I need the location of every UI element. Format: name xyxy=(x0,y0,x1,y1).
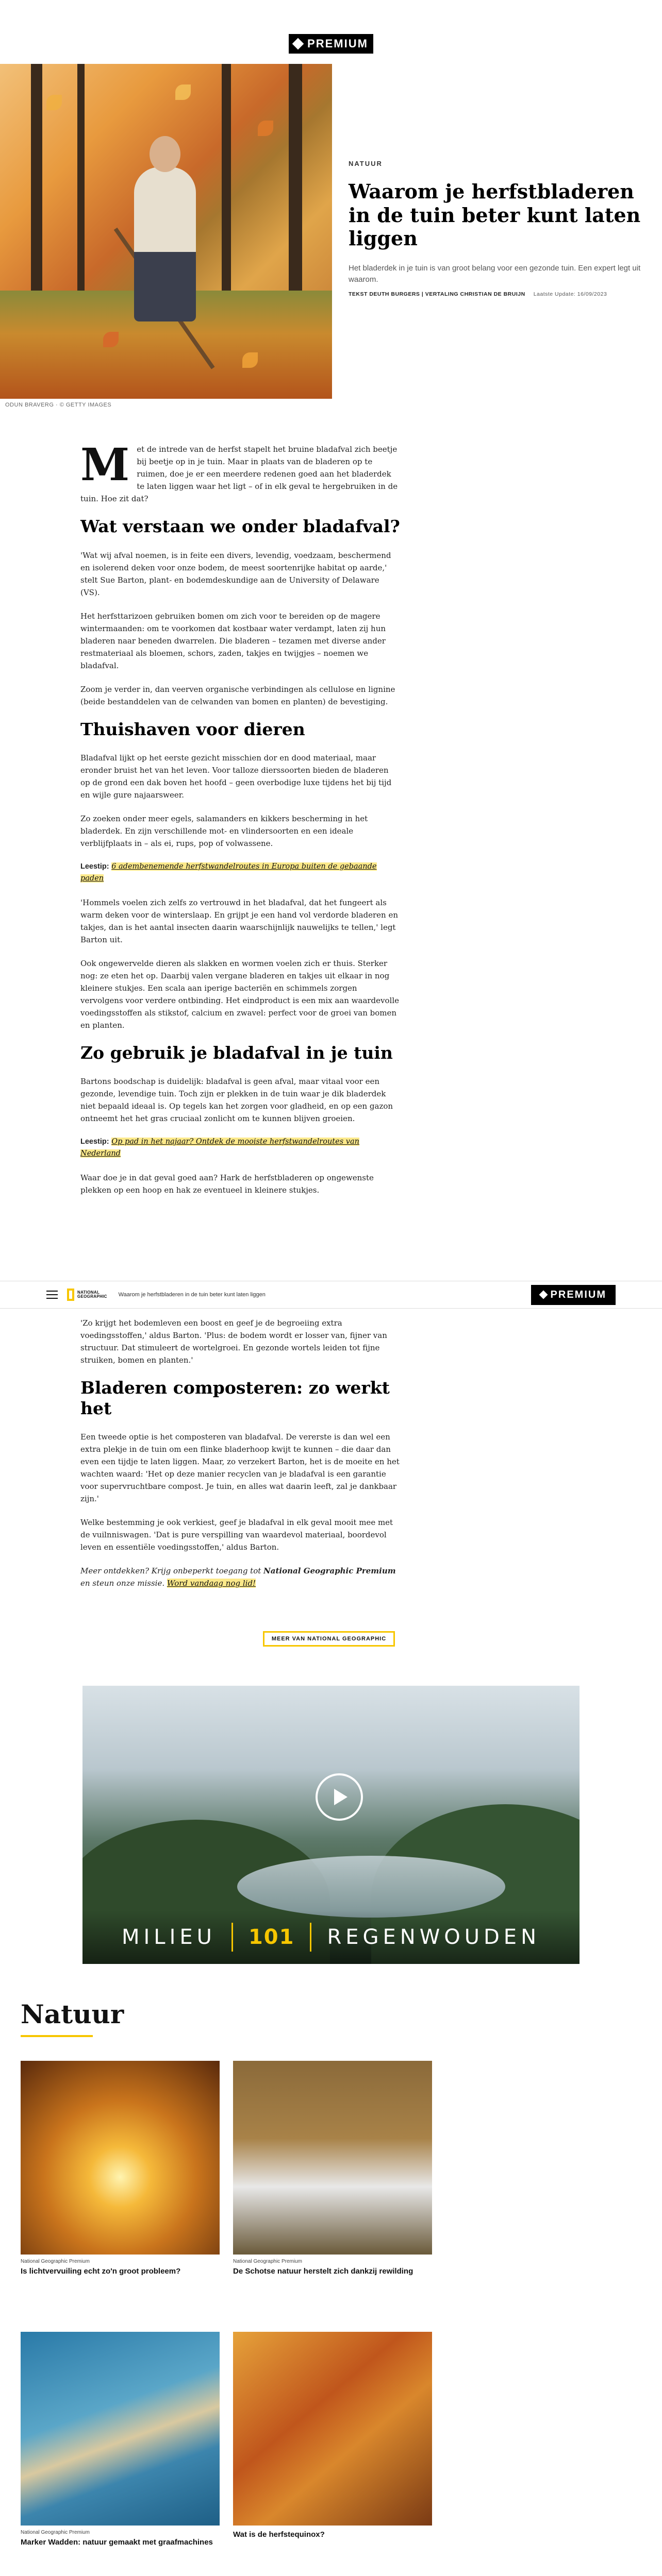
paragraph: Het herfsttarizoen gebruiken bomen om zich voor te bereiden op de magere wintermaanden: om te voorkomen dat kostbaar water verdampt, laten zij hun bladeren naar beneden dwarrelen. Die bladeren – tezamen met diverse ander restmateriaal als bloemen, schors, zaden, takjes en twijgjes – noemen we bladafval. xyxy=(80,611,386,670)
section-heading: Bladeren composteren: zo werkt het xyxy=(80,1378,390,1418)
menu-icon[interactable] xyxy=(46,1291,58,1299)
paragraph: Bartons boodschap is duidelijk: bladafval is geen afval, maar vitaal voor een gezonde, levendige tuin. Toch zijn er plekken in de tuin waar je dik bladerdek niet bepaald ideaal is. Op tegels kan het zorgen voor gladheid, en op een gazon ontneemt het het gras cruciaal zonlicht om te kunnen blijven groeien. xyxy=(80,1077,393,1124)
card-image xyxy=(233,2332,432,2526)
article-card[interactable]: Wat is de herfstequinox? xyxy=(233,2332,432,2540)
premium-button[interactable]: PREMIUM xyxy=(531,1285,616,1305)
paragraph: 'Hommels voelen zich zelfs zo vertrouwd in het bladafval, dat het fungeert als warm deken voor de winterslaap. En grijpt je een hand vol verdorde bladeren en takjes, dan is het aantal insecten daarin waarschijnlijk nauwelijks te tellen,' legt Barton uit. xyxy=(80,897,399,944)
intro-paragraph: Met de intrede van de herfst stapelt het bruine bladafval zich beetje bij beetje op in je tuin. Maar in plaats van de bladeren op te ruimen, doe je er een meerdere redenen goed aan het bladerdek te laten liggen waar het ligt – of in elk geval te hergebruiken in de tuin. Hoe zit dat? xyxy=(80,439,398,503)
article-body-bottom xyxy=(80,1317,400,1601)
card-image xyxy=(21,2332,220,2526)
logo-frame-icon xyxy=(67,1289,74,1301)
paragraph: Welke bestemming je ook verkiest, geef je bladafval in elk geval mooit mee met de vuilnniswagen. 'Dat is pure verspilling van waardevol materiaal, boordevol leven en essentiële voedingsstoffen,' aldus Barton. xyxy=(80,1518,393,1552)
section-title: Natuur xyxy=(21,1999,124,2029)
membership-paragraph: Meer ontdekken? Krijg onbeperkt toegang tot National Geographic Premium en steun onze missie. Word vandaag nog lid! xyxy=(80,1566,396,1588)
section-heading: Thuishaven voor dieren xyxy=(80,719,305,739)
premium-badge xyxy=(289,34,373,54)
paragraph: Ook ongewervelde dieren als slakken en wormen voelen zich er thuis. Sterker nog: ze eten het op. Daarbij valen vergane bladeren en takjes uit elkaar in nog kleinere stukjes. Een scala aan iperige bacteriën en schimmels zorgen vervolgens voor verdere ontbinding. Het eindproduct is een mix aan waardevolle voedingsstoffen als stikstof, calcium en zwavel: perfect voor de groei van bomen en planten. xyxy=(80,958,400,1030)
dropcap: M xyxy=(80,439,130,491)
read-tip: Leestip: Op pad in het najaar? Ontdek de mooiste herfstwandelroutes van Nederland xyxy=(80,1138,359,1158)
card-image xyxy=(233,2061,432,2255)
update-date: Laatste Update: 16/09/2023 xyxy=(533,291,607,298)
paragraph: Waar doe je in dat geval goed aan? Hark de herfstbladeren op ongewenste plekken op een hoop en hak ze eventueel in kleinere stukjes. xyxy=(80,1173,374,1195)
video-caption: MILIEU 101 REGENWOUDEN xyxy=(82,1910,580,1964)
card-image xyxy=(21,2061,220,2255)
natgeo-logo[interactable]: NATIONAL GEOGRAPHIC xyxy=(67,1289,107,1301)
paragraph: Zoom je verder in, dan veerven organische verbindingen als cellulose en lignine (beide bestanddelen van de celwanden van bomen en planten) de bevestiging. xyxy=(80,684,395,706)
read-tip-link[interactable]: 6 adembenemende herfstwandelroutes in Europa buiten de gebaande paden xyxy=(80,862,377,883)
more-natgeo-button[interactable]: MEER VAN NATIONAL GEOGRAPHIC xyxy=(263,1631,395,1647)
premium-badge-label: PREMIUM xyxy=(307,37,368,50)
paragraph: Bladafval lijkt op het eerste gezicht misschien dor en dood materiaal, maar eronder bruist het van het leven. Voor talloze dierssoorten bieden de bladeren op de grond een dak boven het hoofd – geen overbodige luxe tijdens het bij tijd en wijle gure najaarsweer. xyxy=(80,753,392,800)
paragraph: 'Zo krijgt het bodemleven een boost en geef je de begroeiing extra voedingsstoffen,' aldus Barton. 'Plus: de bodem wordt er losser van, fijner van structuur. Dat stimuleert de wortelgroei. En gezonde wortels leiden tot fijne struiken, bomen en planten.' xyxy=(80,1318,387,1365)
section-heading: Zo gebruik je bladafval in je tuin xyxy=(80,1042,393,1063)
paragraph: Zo zoeken onder meer egels, salamanders en kikkers bescherming in het bladerdek. En zijn verschillende mot- en vlindersoorten en een ideale verblijfplaats in – als ei, rups, pop of volwassene. xyxy=(80,814,368,849)
article-body-top xyxy=(80,439,400,1208)
read-tip-link[interactable]: Op pad in het najaar? Ontdek de mooiste herfstwandelroutes van Nederland xyxy=(80,1138,359,1158)
paragraph: Een tweede optie is het composteren van bladafval. De vererste is dan wel een extra plekje in de tuin om een flinke bladerhoop kwijt te kunnen – die daar dan even een tijdje te laten liggen. Maar, zo verzekert Barton, het is de moeite en het wachten waard: 'Het op deze manier recyclen van je bladafval is een garantie voor supervruchtbare compost. Je tuin, en alles wat daarin leeft, zal je dankbaar zijn.' xyxy=(80,1432,400,1504)
article-standfirst: Het bladerdek in je tuin is van groot belang voor een gezonde tuin. Een expert legt uit waarom. xyxy=(349,263,641,284)
hero-image xyxy=(0,64,332,399)
section-heading: Wat verstaan we onder bladafval? xyxy=(80,516,400,536)
image-credit: ODUN BRAVERG · © GETTY IMAGES xyxy=(5,402,112,408)
category-kicker[interactable]: NATUUR xyxy=(349,160,383,167)
play-icon[interactable] xyxy=(316,1773,363,1821)
read-tip: Leestip: 6 adembenemende herfstwandelroutes in Europa buiten de gebaande paden xyxy=(80,862,377,883)
article-title: Waarom je herfstbladeren in de tuin beter kunt laten liggen xyxy=(349,180,641,250)
nav-article-title: Waarom je herfstbladeren in de tuin beter kunt laten liggen xyxy=(118,1292,266,1298)
premium-star-icon xyxy=(539,1291,548,1299)
article-card[interactable]: National Geographic Premium De Schotse natuur herstelt zich dankzij rewilding xyxy=(233,2061,432,2277)
premium-star-icon xyxy=(292,38,304,50)
sticky-navbar xyxy=(0,1281,662,1309)
membership-link[interactable]: Word vandaag nog lid! xyxy=(167,1579,256,1588)
video-player[interactable] xyxy=(82,1686,580,1964)
article-card[interactable]: National Geographic Premium Is lichtvervuiling echt zo'n groot probleem? xyxy=(21,2061,220,2277)
byline xyxy=(349,291,648,297)
article-card[interactable]: National Geographic Premium Marker Wadden: natuur gemaakt met graafmachines xyxy=(21,2332,220,2548)
byline-authors: TEKST DEUTH BURGERS | VERTALING CHRISTIAN DE BRUIJN xyxy=(349,291,525,298)
section-underline xyxy=(21,2035,93,2037)
hero-text xyxy=(349,160,648,297)
paragraph: 'Wat wij afval noemen, is in feite een divers, levendig, voedzaam, beschermend en isolerend deken voor onze bodem, de meest soortenrijke habitat op aarde,' stelt Sue Barton, plant- en bodemdeskundige aan de University of Delaware (VS). xyxy=(80,550,391,597)
